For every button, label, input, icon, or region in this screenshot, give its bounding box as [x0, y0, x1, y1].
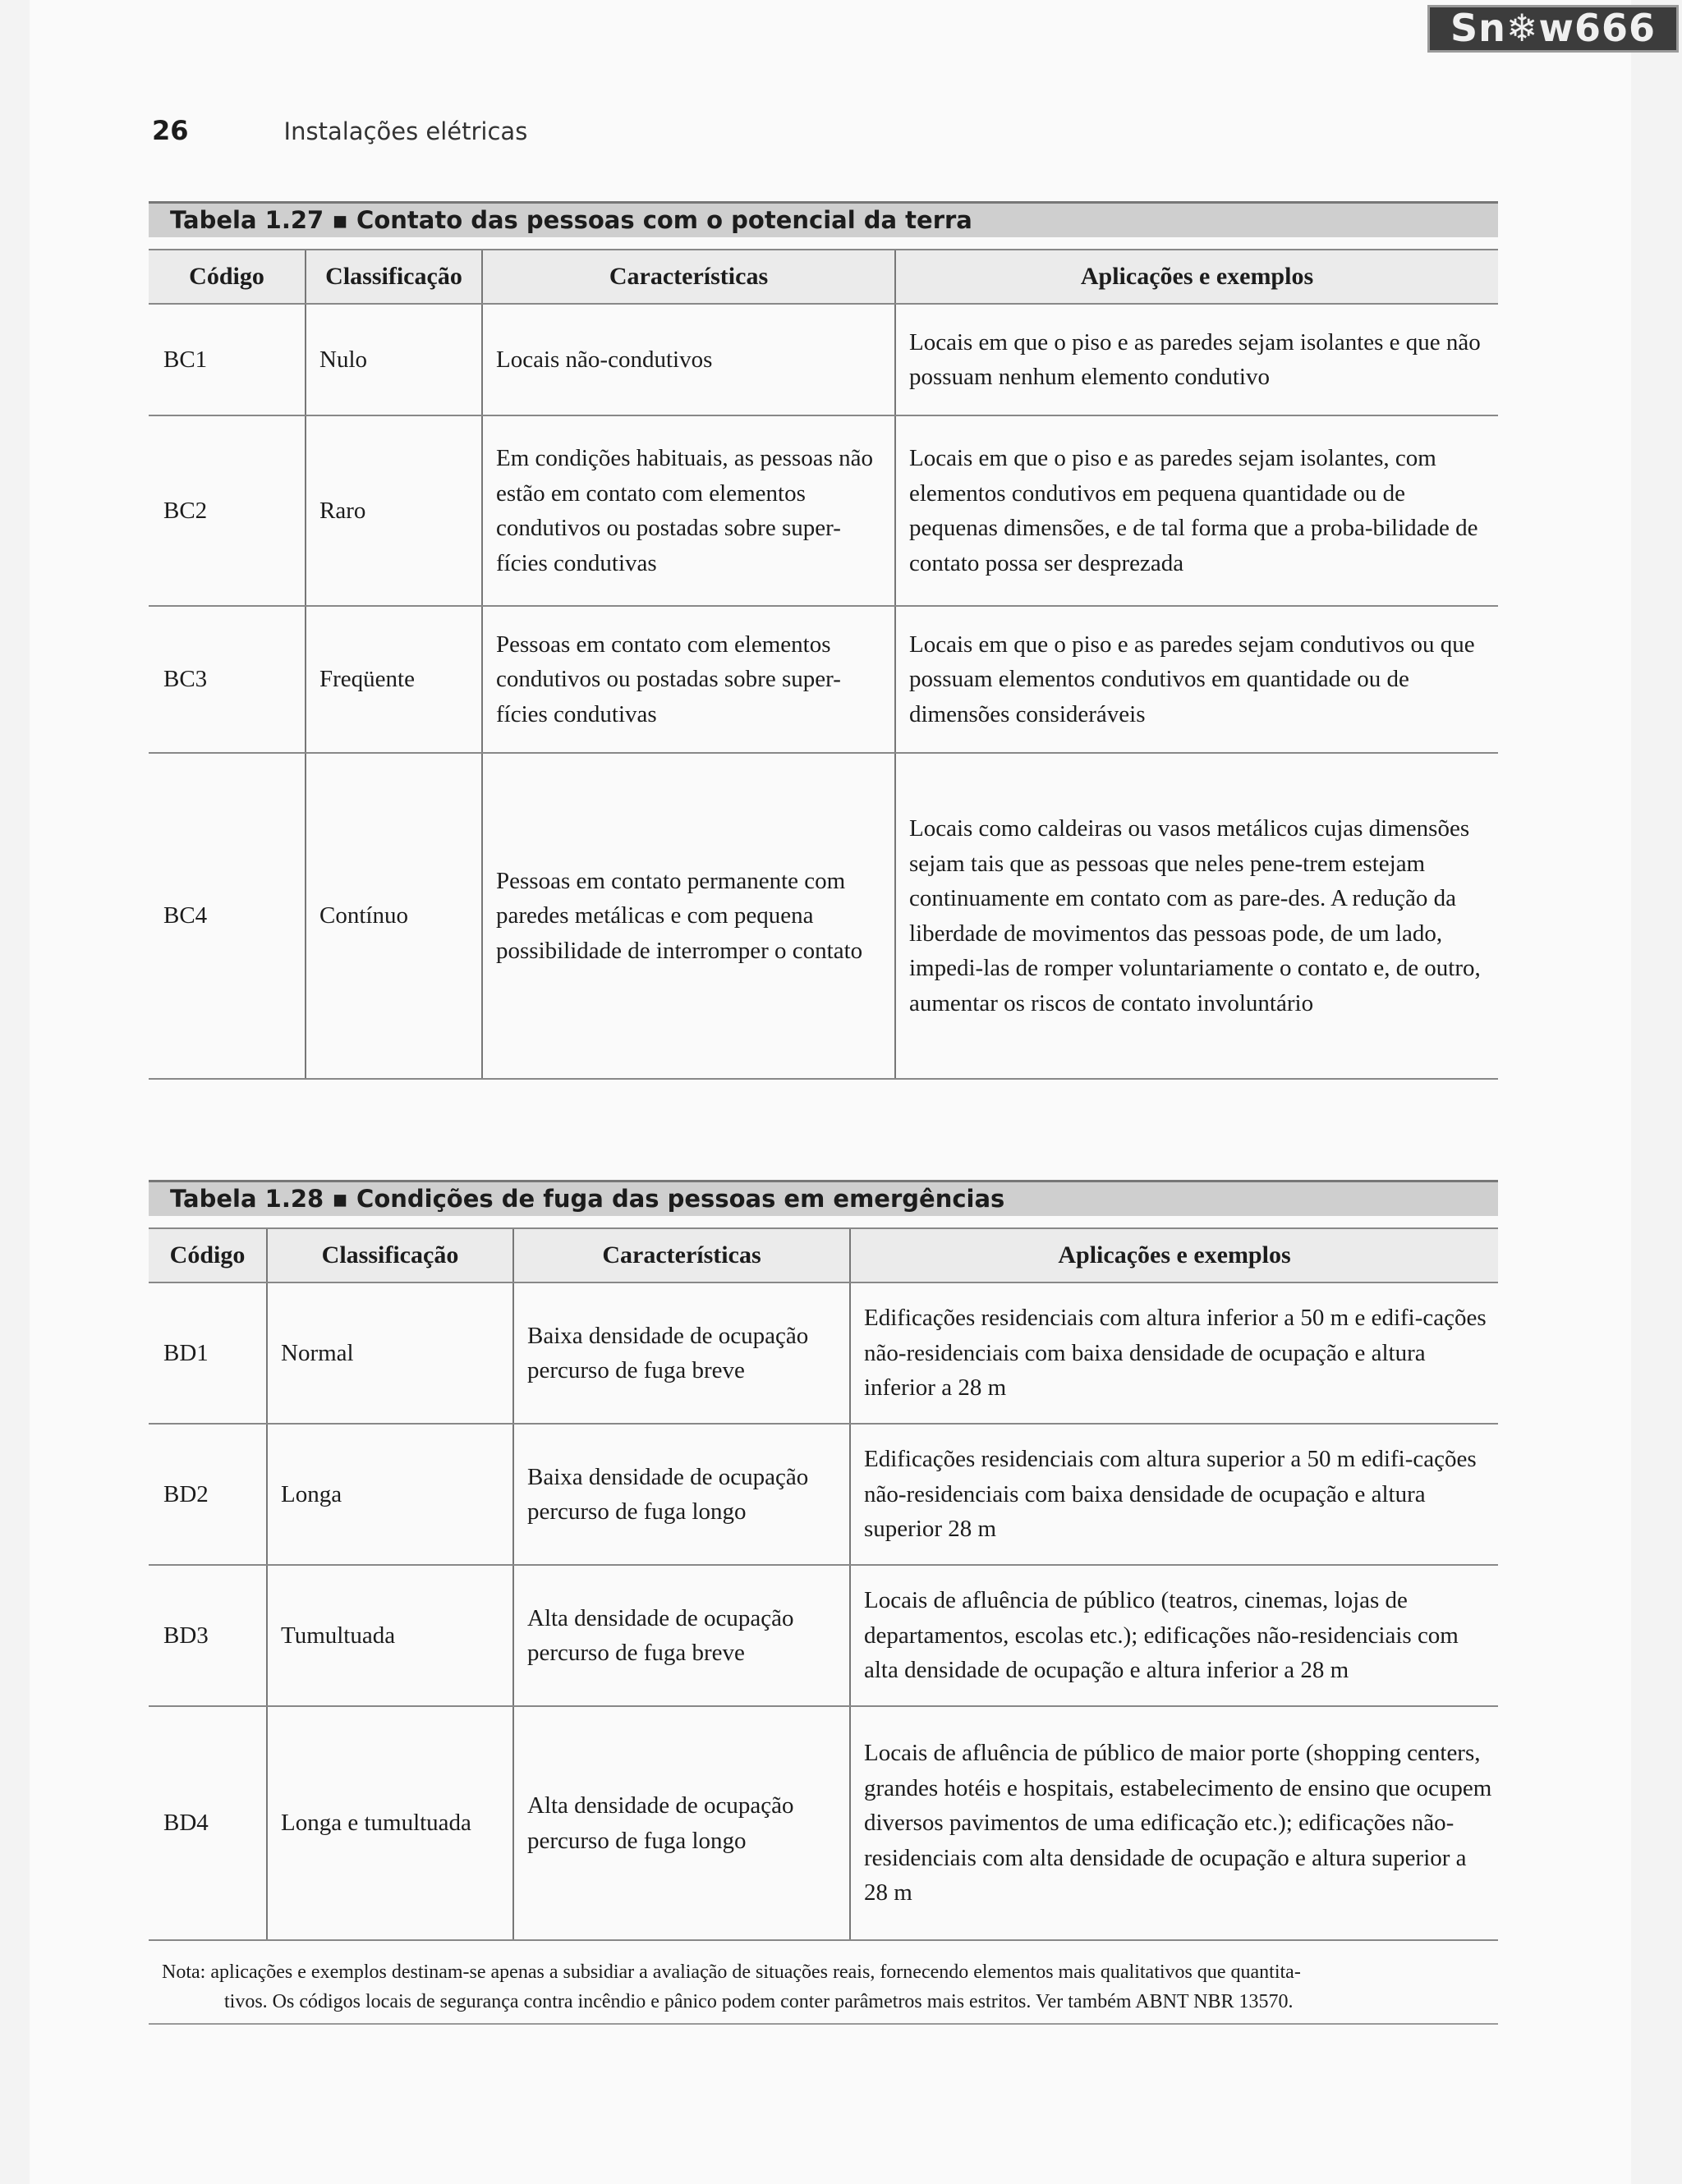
cell-applications: Locais como caldeiras ou vasos metálicos cujas dimensões sejam tais que as pessoas que neles pene-trem estejam continuamente em contato com as pare-des. A redução da liberdade de movimentos das pessoas pode, de um lado, impedi-las de romper voluntariamente o contato e, de outro, aumentar os riscos de contato involuntário	[895, 753, 1498, 1079]
cell-code: BC2	[149, 415, 306, 606]
column-header: Código	[149, 250, 306, 304]
table-row	[149, 753, 1498, 1079]
table-note	[149, 1957, 1498, 2025]
cell-characteristics: Pessoas em contato com elementos condutivos ou postadas sobre super-fícies condutivas	[482, 606, 895, 753]
cell-applications: Locais em que o piso e as paredes sejam isolantes, com elementos condutivos em pequena quantidade ou de pequenas dimensões, e de tal forma que a proba-bilidade de contato possa ser desprezada	[895, 415, 1498, 606]
table-header-row	[149, 250, 1498, 304]
table-1-27	[149, 201, 1498, 1080]
cell-code: BD2	[149, 1424, 267, 1565]
cell-code: BD1	[149, 1282, 267, 1424]
cell-characteristics: Locais não-condutivos	[482, 304, 895, 415]
cell-classification: Contínuo	[306, 753, 482, 1079]
note-line: Nota: aplicações e exemplos destinam-se apenas a subsidiar a avaliação de situações reais, fornecendo elementos mais qualitativos que quantita-	[162, 1961, 1301, 1983]
data-table	[149, 249, 1498, 1080]
table-row	[149, 1424, 1498, 1565]
cell-applications: Edificações residenciais com altura inferior a 50 m e edifi-cações não-residenciais com baixa densidade de ocupação e altura inferior a 28 m	[850, 1282, 1498, 1424]
column-header: Aplicações e exemplos	[895, 250, 1498, 304]
running-title: Instalações elétricas	[283, 117, 528, 145]
page-header	[152, 115, 527, 156]
cell-code: BD4	[149, 1706, 267, 1940]
cell-classification: Longa	[267, 1424, 513, 1565]
cell-characteristics: Pessoas em contato permanente com paredes metálicas e com pequena possibilidade de interromper o contato	[482, 753, 895, 1079]
cell-characteristics: Baixa densidade de ocupação percurso de fuga longo	[513, 1424, 850, 1565]
cell-classification: Raro	[306, 415, 482, 606]
table-row	[149, 606, 1498, 753]
cell-applications: Locais em que o piso e as paredes sejam isolantes e que não possuam nenhum elemento condutivo	[895, 304, 1498, 415]
table-row	[149, 1282, 1498, 1424]
table-row	[149, 415, 1498, 606]
table-1-28	[149, 1180, 1498, 1941]
cell-characteristics: Alta densidade de ocupação percurso de fuga longo	[513, 1706, 850, 1940]
cell-characteristics: Baixa densidade de ocupação percurso de fuga breve	[513, 1282, 850, 1424]
cell-classification: Longa e tumultuada	[267, 1706, 513, 1940]
cell-code: BC1	[149, 304, 306, 415]
table-caption: Tabela 1.28 ▪ Condições de fuga das pessoas em emergências	[149, 1180, 1498, 1216]
data-table	[149, 1227, 1498, 1941]
cell-code: BC4	[149, 753, 306, 1079]
note-line: tivos. Os códigos locais de segurança contra incêndio e pânico podem conter parâmetros mais estritos. Ver também ABNT NBR 13570.	[224, 1991, 1294, 2012]
cell-characteristics: Alta densidade de ocupação percurso de fuga breve	[513, 1565, 850, 1706]
column-header: Classificação	[267, 1228, 513, 1282]
cell-applications: Edificações residenciais com altura superior a 50 m edifi-cações não-residenciais com baixa densidade de ocupação e altura superior 28 m	[850, 1424, 1498, 1565]
cell-classification: Normal	[267, 1282, 513, 1424]
cell-applications: Locais de afluência de público de maior porte (shopping centers, grandes hotéis e hospitais, estabelecimento de ensino que ocupem diversos pavimentos de uma edificação etc.); edificações não-residenciais com alta densidade de ocupação e altura superior a 28 m	[850, 1706, 1498, 1940]
column-header: Características	[513, 1228, 850, 1282]
table-row	[149, 304, 1498, 415]
cell-classification: Tumultuada	[267, 1565, 513, 1706]
column-header: Aplicações e exemplos	[850, 1228, 1498, 1282]
cell-applications: Locais de afluência de público (teatros, cinemas, lojas de departamentos, escolas etc.); edificações não-residenciais com alta densidade de ocupação e altura inferior a 28 m	[850, 1565, 1498, 1706]
page-number: 26	[152, 115, 189, 146]
cell-applications: Locais em que o piso e as paredes sejam condutivos ou que possuam elementos condutivos em quantidade ou de dimensões consideráveis	[895, 606, 1498, 753]
column-header: Código	[149, 1228, 267, 1282]
cell-code: BC3	[149, 606, 306, 753]
watermark-logo: Sn❄w666	[1427, 5, 1679, 53]
cell-characteristics: Em condições habituais, as pessoas não estão em contato com elementos condutivos ou postadas sobre super-fícies condutivas	[482, 415, 895, 606]
table-row	[149, 1706, 1498, 1940]
table-header-row	[149, 1228, 1498, 1282]
cell-code: BD3	[149, 1565, 267, 1706]
cell-classification: Nulo	[306, 304, 482, 415]
table-row	[149, 1565, 1498, 1706]
table-caption: Tabela 1.27 ▪ Contato das pessoas com o potencial da terra	[149, 201, 1498, 237]
column-header: Características	[482, 250, 895, 304]
cell-classification: Freqüente	[306, 606, 482, 753]
column-header: Classificação	[306, 250, 482, 304]
